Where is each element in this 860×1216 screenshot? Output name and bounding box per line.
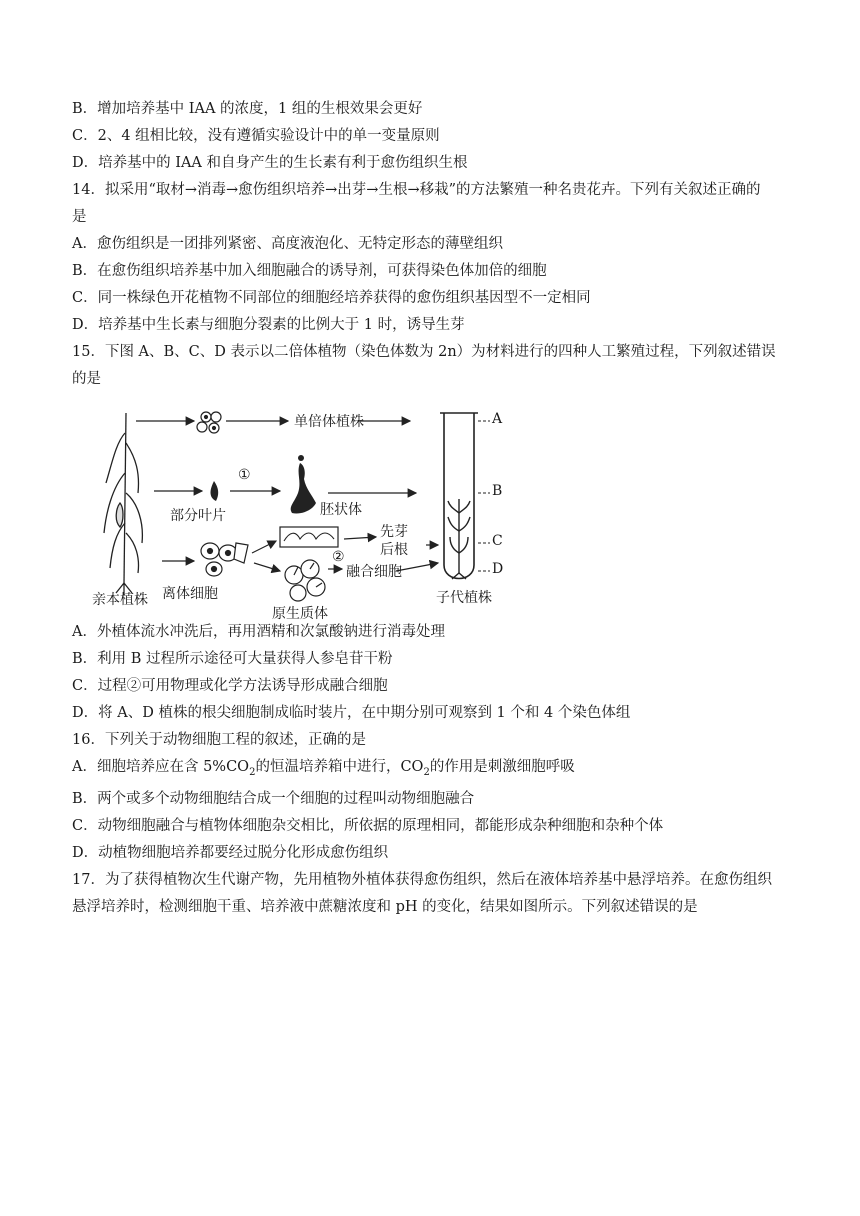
label-fused-cell: 融合细胞: [346, 564, 402, 580]
q14-option-d: D．培养基中生长素与细胞分裂素的比例大于 1 时，诱导生芽: [72, 317, 465, 333]
q15-option-c: C．过程②可用物理或化学方法诱导形成融合细胞: [72, 678, 388, 694]
label-isolated-cells: 离体细胞: [162, 586, 218, 602]
embryoid-icon: [291, 463, 316, 514]
q13-option-d: D．培养基中的 IAA 和自身产生的生长素有利于愈伤组织生根: [72, 155, 468, 171]
parent-plant-icon: [104, 413, 142, 595]
diagram-drawing: [76, 403, 516, 609]
label-pathway-a: A: [492, 411, 503, 427]
q15-stem-line2: 的是: [72, 371, 101, 387]
q17-stem-line2: 悬浮培养时，检测细胞干重、培养液中蔗糖浓度和 pH 的变化，结果如图所示。下列叙述错误的是: [72, 898, 698, 915]
q15-stem-line1: 15．下图 A、B、C、D 表示以二倍体植物（染色体数为 2n）为材料进行的四种人工繁殖过程，下列叙述错误: [72, 344, 776, 360]
leaf-piece-icon: [211, 481, 219, 501]
q15-option-d: D．将 A、D 植株的根尖细胞制成临时装片，在中期分别可观察到 1 个和 4 个染色体组: [72, 705, 631, 721]
q16-option-d: D．动植物细胞培养都要经过脱分化形成愈伤组织: [72, 844, 389, 861]
protoplast-icon: [285, 560, 325, 601]
label-pathway-c: C: [492, 533, 503, 549]
q16-option-a-part2: 的恒温培养箱中进行，CO: [255, 759, 424, 775]
label-pathway-d: D: [492, 561, 504, 577]
q14-option-b: B．在愈伤组织培养基中加入细胞融合的诱导剂，可获得染色体加倍的细胞: [72, 263, 547, 279]
label-haploid-plant: 单倍体植株: [294, 414, 364, 430]
q16-option-a-sub2: 2: [423, 766, 430, 778]
q16-option-b: B．两个或多个动物细胞结合成一个细胞的过程叫动物细胞融合: [72, 790, 475, 807]
label-parent-plant: 亲本植株: [92, 592, 148, 608]
exam-page: [72, 96, 792, 921]
q16-option-a-part3: 的作用是刺激细胞呼吸: [429, 759, 575, 775]
q16-option-a: [72, 754, 792, 786]
label-protoplast: 原生质体: [272, 606, 328, 622]
q16-stem: 16．下列关于动物细胞工程的叙述，正确的是: [72, 732, 366, 748]
label-step-2: ②: [332, 549, 345, 565]
label-leaf: 部分叶片: [170, 508, 226, 524]
q15-option-b: B．利用 B 过程所示途径可大量获得人参皂苷干粉: [72, 651, 393, 667]
q16-option-c: C．动物细胞融合与植物体细胞杂交相比，所依据的原理相同，都能形成杂种细胞和杂种个体: [72, 817, 664, 834]
q17-stem-line1: 17．为了获得植物次生代谢产物，先用植物外植体获得愈伤组织，然后在液体培养基中悬浮培养。在愈伤组织: [72, 871, 772, 888]
q16-option-a-part1: A．细胞培养应在含 5%CO: [72, 759, 250, 775]
propagation-diagram: [76, 403, 516, 622]
isolated-cells-icon: [201, 543, 248, 576]
q14-stem-line2: 是: [72, 209, 87, 225]
q14-option-a: A．愈伤组织是一团排列紧密、高度液泡化、无特定形态的薄壁组织: [72, 236, 503, 252]
label-offspring-plant: 子代植株: [436, 590, 492, 606]
label-step-1: ①: [238, 467, 251, 483]
seedling-icon: [448, 499, 470, 579]
q15-option-a: A．外植体流水冲洗后，再用酒精和次氯酸钠进行消毒处理: [72, 624, 445, 640]
q14-stem-line1: 14．拟采用“取材→消毒→愈伤组织培养→出芽→生根→移栽”的方法繁殖一种名贵花卉。下列有关叙述正确的: [72, 182, 761, 198]
q13-option-c: C．2、4 组相比较，没有遵循实验设计中的单一变量原则: [72, 128, 440, 144]
label-embryoid: 胚状体: [320, 502, 362, 518]
label-root-after: 后根: [380, 542, 408, 558]
q13-option-b: B．增加培养基中 IAA 的浓度，1 组的生根效果会更好: [72, 101, 423, 117]
label-bud-first: 先芽: [380, 524, 408, 540]
label-pathway-b: B: [492, 483, 503, 499]
q14-option-c: C．同一株绿色开花植物不同部位的细胞经培养获得的愈伤组织基因型不一定相同: [72, 290, 591, 306]
q16-option-a-sub1: 2: [249, 766, 256, 778]
pollen-cells-icon: [197, 412, 221, 433]
